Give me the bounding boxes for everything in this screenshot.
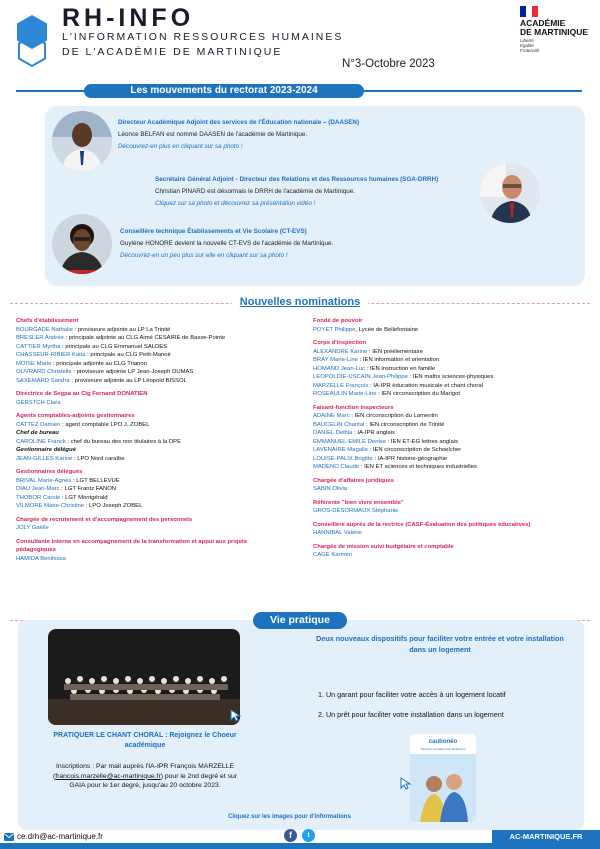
nomination-heading: Chargée de mission suivi budgétaire et comptable [313, 543, 454, 550]
nominations-title: Nouvelles nominations [232, 296, 368, 310]
position-text: : chef du bureau des non titulaires à la DPE [65, 438, 182, 445]
person-name: BOURGADE Nathalie [16, 326, 73, 333]
list-item [313, 348, 593, 357]
position-text: : LPO Joseph ZOBEL [84, 503, 143, 509]
list-item [313, 421, 593, 430]
nomination-heading: Consultante interne en accompagnement de la transformation et appui aux projets [16, 538, 248, 545]
portrait-icon [52, 214, 112, 274]
page-title: RH-INFO [62, 4, 195, 32]
nomination-heading: Faisant-fonction inspecteurs [313, 404, 394, 411]
list-item [16, 377, 306, 386]
list-item [313, 529, 593, 538]
republic-motto: Liberté Égalité Fraternité [520, 38, 540, 53]
list-item [313, 382, 593, 391]
person-name: LAVENAIRE Magalie [313, 447, 368, 453]
list-item [313, 356, 593, 365]
list-item [16, 485, 306, 494]
list-item [313, 455, 593, 464]
position-text: : IEN ET-EG lettres anglais [386, 438, 459, 445]
nomination-heading: Référente "bien vivre ensemble" [313, 499, 404, 506]
position-text: , Lycée de Bellefontaine [355, 326, 419, 333]
person-name: CAGE Karmen [313, 552, 352, 558]
nomination-subheading: Gestionnaire délégué [16, 447, 76, 453]
person-name: BRESLER Andrée [16, 335, 64, 341]
person-name: MADENO Claude [313, 464, 360, 470]
academie-logo[interactable] [520, 6, 592, 56]
nomination-heading: Conseillère auprès de la rectrice (CASF-Évaluation des politiques éducatives) [313, 521, 531, 528]
cautioneo-brochure[interactable] [410, 734, 476, 822]
person-name: JOLY Gaëlle [16, 525, 49, 531]
position-text: : LGT Montgérald [60, 494, 108, 501]
list-item [16, 351, 306, 360]
belfan-photo[interactable] [52, 111, 112, 171]
list-item [313, 365, 593, 374]
issue-number: N°3-Octobre 2023 [342, 58, 435, 70]
nomination-subheading: Chef de bureau [16, 430, 59, 436]
position-text: : proviseure adjointe LP Jean-Joseph DUMAS [71, 369, 194, 375]
list-item [313, 390, 593, 399]
click-images-note: Cliquez sur les images pour d'informations [228, 814, 351, 820]
position-text: : IEN circonscription du Marigot [376, 391, 460, 397]
portrait-icon [480, 163, 540, 223]
honore-photo[interactable] [52, 214, 112, 274]
position-text: : IA-IPR anglais [352, 430, 395, 436]
list-item [16, 399, 306, 408]
position-text: : IEN circonscription de Trinité [364, 421, 445, 428]
person-name: JEAN-GILLES Karine [16, 455, 73, 462]
list-item [313, 373, 593, 382]
list-item [16, 360, 306, 369]
website-link[interactable]: AC-MARTINIQUE.FR [492, 830, 600, 843]
person-name: OUVRARD Christelle [16, 369, 72, 375]
footer-bar [0, 843, 600, 849]
list-item: 2. Un prêt pour faciliter votre installation dans un logement [318, 710, 504, 719]
logement-list [318, 690, 578, 730]
page-subtitle: L'INFORMATION RESSOURCES HUMAINES DE L'ACADÉMIE DE MARTINIQUE [62, 31, 344, 58]
brochure-image [410, 734, 476, 822]
person-name: POYET Philippe [313, 326, 356, 333]
person-name: GROS-DÉSORMAUX Stéphanie [313, 508, 399, 514]
pinard-photo[interactable] [480, 163, 540, 223]
position-text: : principale adjointe au CLG Trianon [51, 360, 147, 367]
person-name: BRIVAL Marie-Agnès [16, 477, 72, 484]
person-name: MOISE Marie [16, 360, 52, 367]
mouvement-item: Directeur Académique Adjoint des services de l'Éducation nationale – (DAASEN) Léonce BELFAN est nommé DAASEN de l'académie de Martinique. Découvrez-en plus en cliquant sur sa photo ! [118, 119, 360, 150]
mouvement-item: Secrétaire Général Adjoint - Directeur des Relations et des Ressources humaines (SGA-DRRH) Christian PINARD est désormais le DRRH de l'académie de Martinique. Cliquez sur sa photo et découvrez sa présentation vidéo ! [155, 176, 439, 207]
person-name: HOMAND Jean-Luc [313, 365, 366, 372]
list-item [16, 343, 306, 352]
position-text: : IEN circonscription de Schoelcher [367, 447, 462, 453]
list-item [313, 446, 593, 455]
person-name: DANIEL Delhia [313, 430, 353, 436]
position-text: : LGT BELLEVUE [71, 477, 120, 484]
position-text: : IA-IPR histoire-géographie [372, 455, 448, 462]
position-text: : proviseure adjointe au LP Léopold BISSOL [69, 377, 187, 384]
contact-email-link[interactable]: ce.drh@ac-martinique.fr [17, 832, 103, 841]
mouvements-banner [16, 84, 582, 98]
person-name: DIAU Jean-Marc [16, 486, 60, 492]
person-name: ADAINE Marc [313, 413, 350, 419]
nomination-heading: Directrice de Segpa au Clg Fernand DONATIEN [16, 391, 148, 397]
person-name: BRAY Marie-Line [313, 357, 358, 363]
position-text: : principale au CLG Petit-Manoir [85, 352, 171, 358]
brochure-headline: Devenez locataire plus facilement [420, 747, 466, 751]
list-item [313, 326, 593, 335]
position-text: : IEN instruction en famille [365, 365, 436, 372]
person-name: EMMANUEL-EMILE Denise [313, 438, 386, 445]
list-item [16, 334, 306, 343]
hexagon-logo-icon [14, 14, 50, 68]
person-name: ROSEAULIN Marie-Line [313, 391, 377, 397]
twitter-icon[interactable]: t [302, 829, 315, 842]
position-text: : IEN ET sciences et techniques industrielles [359, 464, 477, 470]
nominations-right-column [313, 317, 593, 560]
person-name: ALEXANDRE Karine [313, 348, 368, 355]
list-item [16, 326, 306, 335]
list-item [313, 438, 593, 447]
marzelle-email-link[interactable]: francois.marzelle@ac-martinique.fr [55, 772, 161, 780]
person-name: MARZELLE François [313, 382, 369, 389]
position-text: : IEN préélementaire [367, 348, 424, 355]
person-name: SAXEMARD Sandra [16, 377, 70, 384]
mouvement-item: Conseillère technique Établissements et Vie Scolaire (CT-EVS) Guylène HONORE devient la nouvelle CT-EVS de l'académie de Martinique. Découvrez-en un peu plus sur elle en cliquant sur sa photo ! [120, 228, 334, 259]
list-item [16, 494, 306, 503]
nomination-heading: Fondé de pouvoir [313, 318, 363, 324]
nomination-heading: pédagogiques [16, 547, 56, 553]
person-name: CAROLINE Franck [16, 438, 66, 445]
nomination-heading: Chefs d'établissement [16, 318, 79, 324]
list-item [313, 551, 593, 560]
vie-pratique-title: Vie pratique [253, 612, 347, 629]
list-item [313, 485, 593, 494]
person-name: SABIN Olivia [313, 486, 348, 492]
list-item [16, 502, 306, 511]
person-name: BAUCELIN Chantal [313, 421, 365, 428]
position-text: : IEN information et orientation [357, 357, 440, 363]
list-item [313, 412, 593, 421]
person-name: HAMIDA Benihissa [16, 555, 66, 562]
brochure-brand: cautionéo [428, 739, 458, 745]
chant-choral-title: PRATIQUER LE CHANT CHORAL : Rejoignez le Choeur académique [53, 732, 237, 749]
nomination-heading: Chargée d'affaires juridiques [313, 477, 394, 484]
mouvements-title: Les mouvements du rectorat 2023-2024 [84, 84, 364, 98]
person-name: THOBOR Carole [16, 494, 61, 501]
list-item: 1. Un garant pour faciliter votre accès à un logement locatif [318, 690, 506, 699]
person-name: CATTEZ Damien [16, 421, 61, 428]
nomination-heading: Corps d'inspection [313, 340, 367, 346]
mail-icon [4, 833, 14, 841]
list-item [16, 477, 306, 486]
choir-image [48, 629, 240, 725]
position-text: : IA-IPR éducation musicale et chant choral [368, 382, 483, 389]
list-item [16, 555, 306, 564]
french-flag-icon [520, 6, 538, 17]
list-item [313, 429, 593, 438]
position-text: : IEN maths sciences-physiques [407, 374, 494, 380]
person-name: VILMORE Marie-Christine [16, 503, 85, 509]
academie-name: ACADÉMIE DE MARTINIQUE [520, 18, 588, 37]
position-text: : principale au CLG Emmanuel SALDES [60, 343, 168, 350]
person-name: GERSTCH Clara [16, 399, 61, 406]
position-text: : principale adjointe au CLG Aimé CESAIRE de Basse-Pointe [63, 335, 226, 341]
person-name: LEOPOLDIE-USCAIN Jean-Philippe [313, 374, 408, 380]
choir-photo[interactable] [48, 629, 240, 725]
portrait-icon [52, 111, 112, 171]
nomination-heading: Agents comptables-adjoints gestionnaires [16, 413, 135, 419]
position-text: : IEN circonscription du Lamentin [349, 413, 438, 419]
nomination-heading: Gestionnaires délégués [16, 469, 83, 475]
nominations-left-column [16, 317, 306, 563]
facebook-icon[interactable]: f [284, 829, 297, 842]
nomination-heading: Chargée de recrutement et d'accompagnement des personnels [16, 516, 193, 523]
cursor-click-icon [228, 708, 242, 722]
list-item [16, 368, 306, 377]
chant-choral-text: Inscriptions : Par mail auprès l'IA-IPR François MARZELLE (francois.marzelle@ac-martinique.fr) pour le 2nd degré et sur GAIA pour le 1er degré, jusqu'au 20 octobre 2023. [52, 763, 238, 789]
position-text: : agent comptable LPO J. ZOBEL [60, 421, 150, 428]
person-name: CATTIER Myrtha [16, 343, 61, 350]
position-text: : LPO Nord caraïbe [72, 455, 125, 462]
person-name: CHASSEUR-RIBIER Katia [16, 352, 86, 358]
list-item [16, 455, 306, 464]
list-item [313, 463, 593, 472]
logement-title: Deux nouveaux dispositifs pour faciliter votre entrée et votre installation dans un logement [316, 634, 564, 654]
list-item [313, 507, 593, 516]
list-item [16, 524, 306, 533]
list-item [16, 438, 306, 447]
person-name: HANNIBAL Valérie [313, 530, 362, 536]
person-name: LOUISE-PALIX Brigitte [313, 455, 373, 462]
position-text: : proviseure adjointe au LP La Trinité [72, 326, 171, 333]
cursor-click-icon [398, 776, 412, 790]
list-item [16, 421, 306, 430]
position-text: : LGT Frantz FANON [59, 486, 117, 492]
